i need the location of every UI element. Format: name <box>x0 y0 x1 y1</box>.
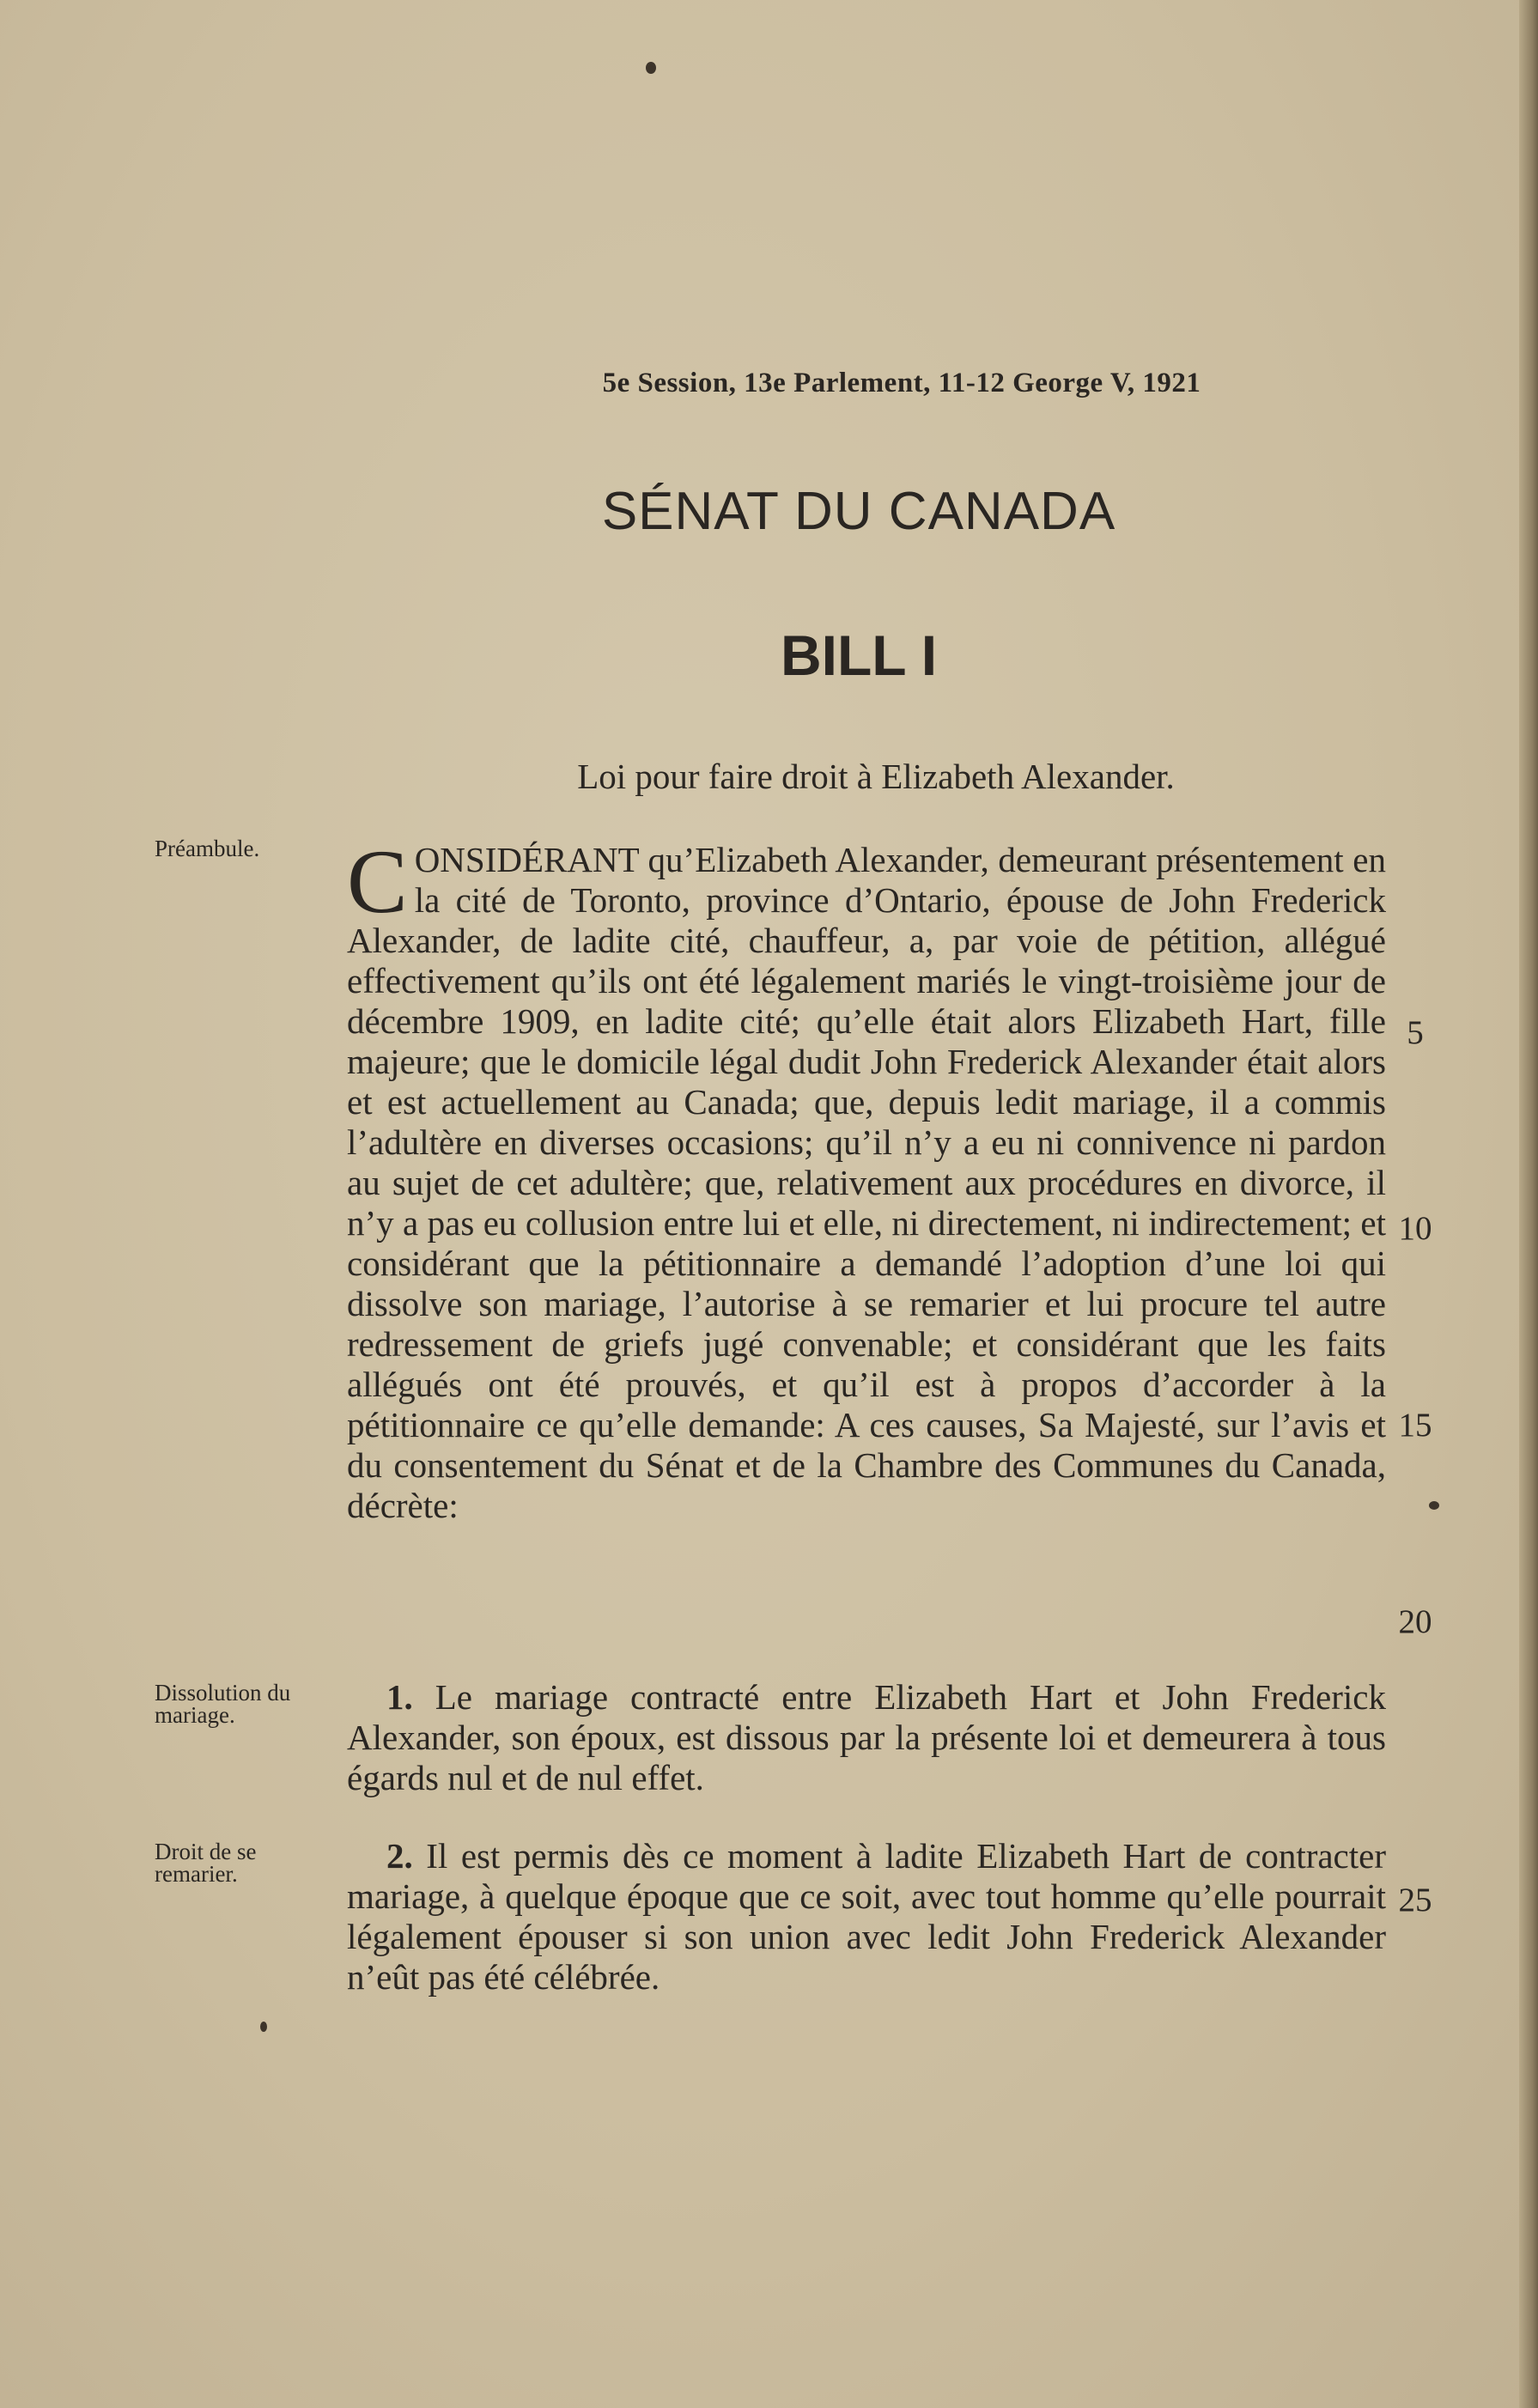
line-number: 15 <box>1398 1407 1432 1444</box>
paper-speck <box>1429 1501 1439 1510</box>
page-edge-shadow <box>1519 0 1538 2408</box>
section-2-margin-label: Droit de se remarier. <box>155 1839 257 1887</box>
chamber-title: SÉNAT DU CANADA <box>601 482 1116 541</box>
line-number: 10 <box>1398 1210 1432 1247</box>
paper-speck <box>646 62 656 74</box>
section-1-margin-label: Dissolution du mariage. <box>155 1680 291 1728</box>
section-2-number: 2. <box>386 1836 413 1876</box>
paper-speck <box>260 2022 267 2032</box>
line-number: 20 <box>1398 1603 1432 1640</box>
session-header: 5e Session, 13e Parlement, 11-12 George V, 1921 <box>602 368 1201 398</box>
section-1-text: Le mariage contracté entre Elizabeth Hart et John Frederick Alexander, son époux, est dissous par la présente loi et demeurera à tous égards nul et de nul effet. <box>347 1677 1386 1797</box>
line-number: 5 <box>1407 1014 1424 1051</box>
section-1-number: 1. <box>386 1677 413 1717</box>
bill-title: BILL I <box>780 623 938 687</box>
section-2-text: Il est permis dès ce moment à ladite Elizabeth Hart de contracter mariage, à quelque époque que ce soit, avec tout homme qu’elle pourrait légalement épouser si son union avec ledit John Frederick Alexander n’eût pas été célébrée. <box>347 1836 1386 1997</box>
preamble-paragraph <box>347 831 1386 1526</box>
preamble-text: ONSIDÉRANT qu’Elizabeth Alexander, demeurant présentement en la cité de Toronto, province d’Ontario, épouse de John Frederick Alexander, de ladite cité, chauffeur, a, par voie de pétition, allégué effectivement qu’ils ont été légalement mariés le vingt-troisième jour de décembre 1909, en ladite cité; qu’elle était alors Elizabeth Hart, fille majeure; que le domicile légal dudit John Frederick Alexander était alors et est actuellement au Canada; que, depuis ledit mariage, il a commis l’adultère en diverses occasions; qu’il n’y a eu ni connivence ni pardon au sujet de cet adultère; que, relativement aux procédures en divorce, il n’y a pas eu collusion entre lui et elle, ni directement, ni indirectement; et considérant que la pétitionnaire a demandé l’adoption d’une loi qui dissolve son mariage, l’autorise à se remarier et lui procure tel autre redressement de griefs jugé convenable; et considérant que les faits allégués ont été prouvés, et qu’il est à propos d’accorder à la pétitionnaire ce qu’elle demande: A ces causes, Sa Majesté, sur l’avis et du consentement du Sénat et de la Chambre des Communes du Canada, décrète: <box>347 840 1386 1525</box>
section-2-paragraph <box>347 1836 1386 1998</box>
line-number: 25 <box>1398 1882 1432 1918</box>
drop-cap: C <box>347 831 408 932</box>
bill-subtitle: Loi pour faire droit à Elizabeth Alexander. <box>577 757 1175 796</box>
section-1-paragraph <box>347 1677 1386 1798</box>
preamble-margin-label: Préambule. <box>155 836 260 861</box>
